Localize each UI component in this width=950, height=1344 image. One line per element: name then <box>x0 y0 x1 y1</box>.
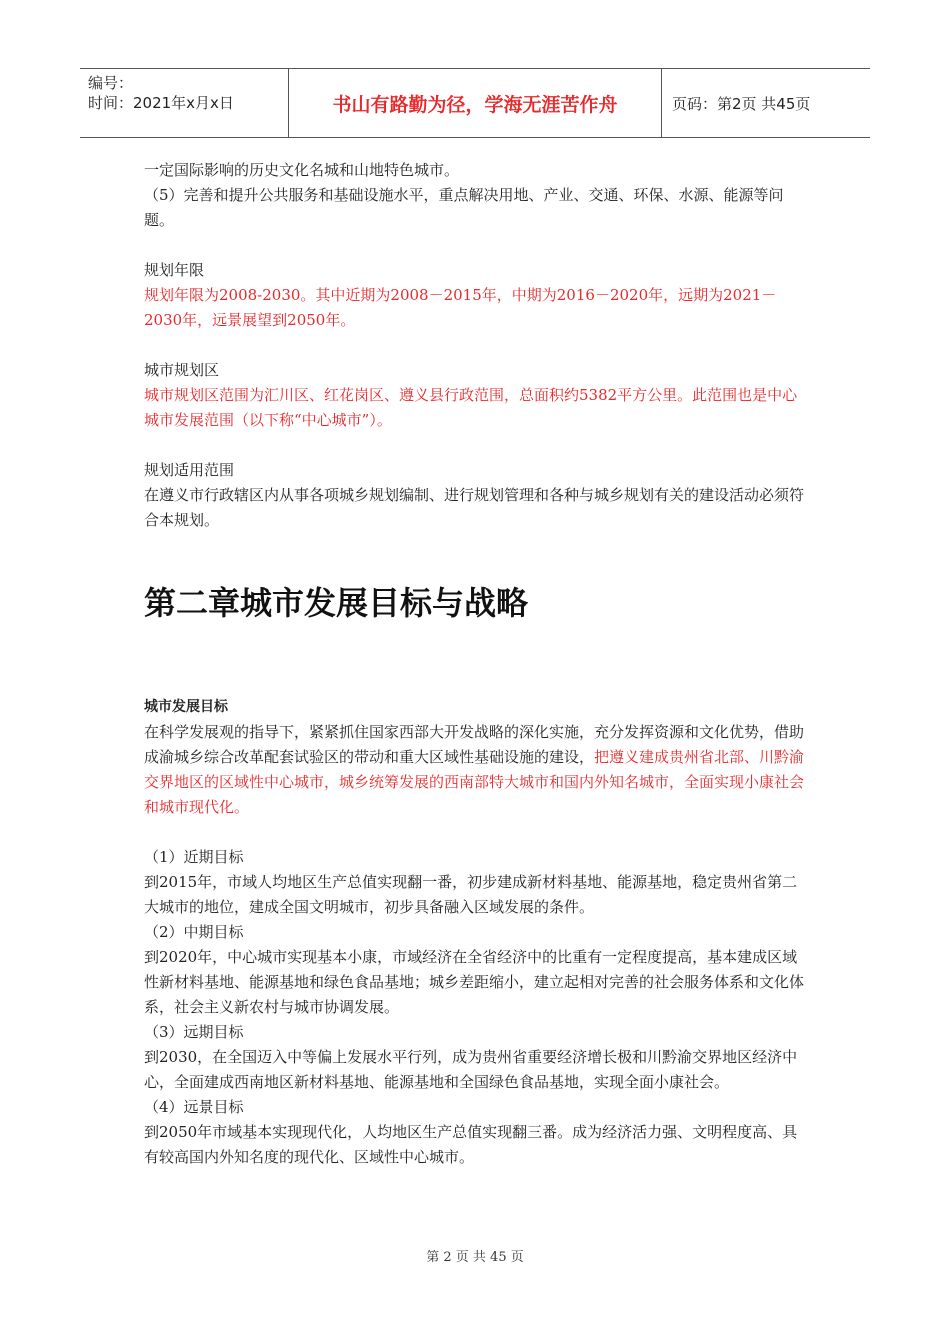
header-meta <box>80 69 289 137</box>
section-heading-years: 规划年限 <box>144 261 205 279</box>
paragraph-area: 城市规划区范围为汇川区、红花岗区、遵义县行政范围，总面积约5382平方公里。此范围也是中心城市发展范围（以下称“中心城市”）。 <box>144 386 798 429</box>
header-time: 时间：2021年x月x日 <box>88 94 234 112</box>
header-motto: 书山有路勤为径，学海无涯苦作舟 <box>289 69 662 137</box>
goal-text: 在科学发展观的指导下，紧紧抓住国家西部大开发战略的深化实施，充分发挥资源和文化优势，借助成渝城乡综合改革配套试验区的带动和重大区域性基础设施的建设， <box>144 723 805 766</box>
subheading-mid: （2）中期目标 <box>144 923 244 941</box>
section-heading-goal: 城市发展目标 <box>144 699 228 715</box>
section-heading-scope: 规划适用范围 <box>144 461 235 479</box>
paragraph-scope: 在遵义市行政辖区内从事各项城乡规划编制、进行规划管理和各种与城乡规划有关的建设活动必须符合本规划。 <box>144 486 805 529</box>
chapter-title: 第二章城市发展目标与战略 <box>144 584 529 622</box>
paragraph-years: 规划年限为2008-2030。其中近期为2008－2015年，中期为2016－2020年，远期为2021－2030年，远景展望到2050年。 <box>144 286 777 329</box>
paragraph-near: 到2015年，市域人均地区生产总值实现翻一番，初步建成新材料基地、能源基地，稳定贵州省第二大城市的地位，建成全国文明城市，初步具备融入区域发展的条件。 <box>144 873 798 916</box>
section-heading-area: 城市规划区 <box>144 361 220 379</box>
paragraph-mid: 到2020年，中心城市实现基本小康，市域经济在全省经济中的比重有一定程度提高，基本建成区域性新材料基地、能源基地和绿色食品基地；城乡差距缩小，建立起相对完善的社会服务体系和文化体系，社会主义新农村与城市协调发展。 <box>144 948 805 1016</box>
subheading-far: （3）远期目标 <box>144 1023 244 1041</box>
subheading-vision: （4）远景目标 <box>144 1098 244 1116</box>
document-body <box>144 158 810 1170</box>
header-page-info: 页码：第2页 共45页 <box>672 94 811 113</box>
header-number: 编号： <box>88 74 134 92</box>
paragraph: （5）完善和提升公共服务和基础设施水平，重点解决用地、产业、交通、环保、水源、能源等问题。 <box>144 186 784 229</box>
paragraph-far: 到2030，在全国迈入中等偏上发展水平行列，成为贵州省重要经济增长极和川黔渝交界地区经济中心，全面建成西南地区新材料基地、能源基地和全国绿色食品基地，实现全面小康社会。 <box>144 1048 798 1091</box>
goal-text-highlight: 把遵义建成贵州省北部、川黔渝交界地区的区域性中心城市，城乡统筹发展的西南部特大城市和国内外知名城市，全面实现小康社会和城市现代化。 <box>144 748 805 816</box>
page-footer: 第 2 页 共 45 页 <box>426 1250 524 1265</box>
paragraph-goal <box>144 720 810 820</box>
subheading-near: （1）近期目标 <box>144 848 244 866</box>
paragraph-vision: 到2050年市域基本实现现代化，人均地区生产总值实现翻三番。成为经济活力强、文明程度高、具有较高国内外知名度的现代化、区域性中心城市。 <box>144 1123 798 1166</box>
paragraph: 一定国际影响的历史文化名城和山地特色城市。 <box>144 161 460 179</box>
page-header <box>80 68 870 138</box>
